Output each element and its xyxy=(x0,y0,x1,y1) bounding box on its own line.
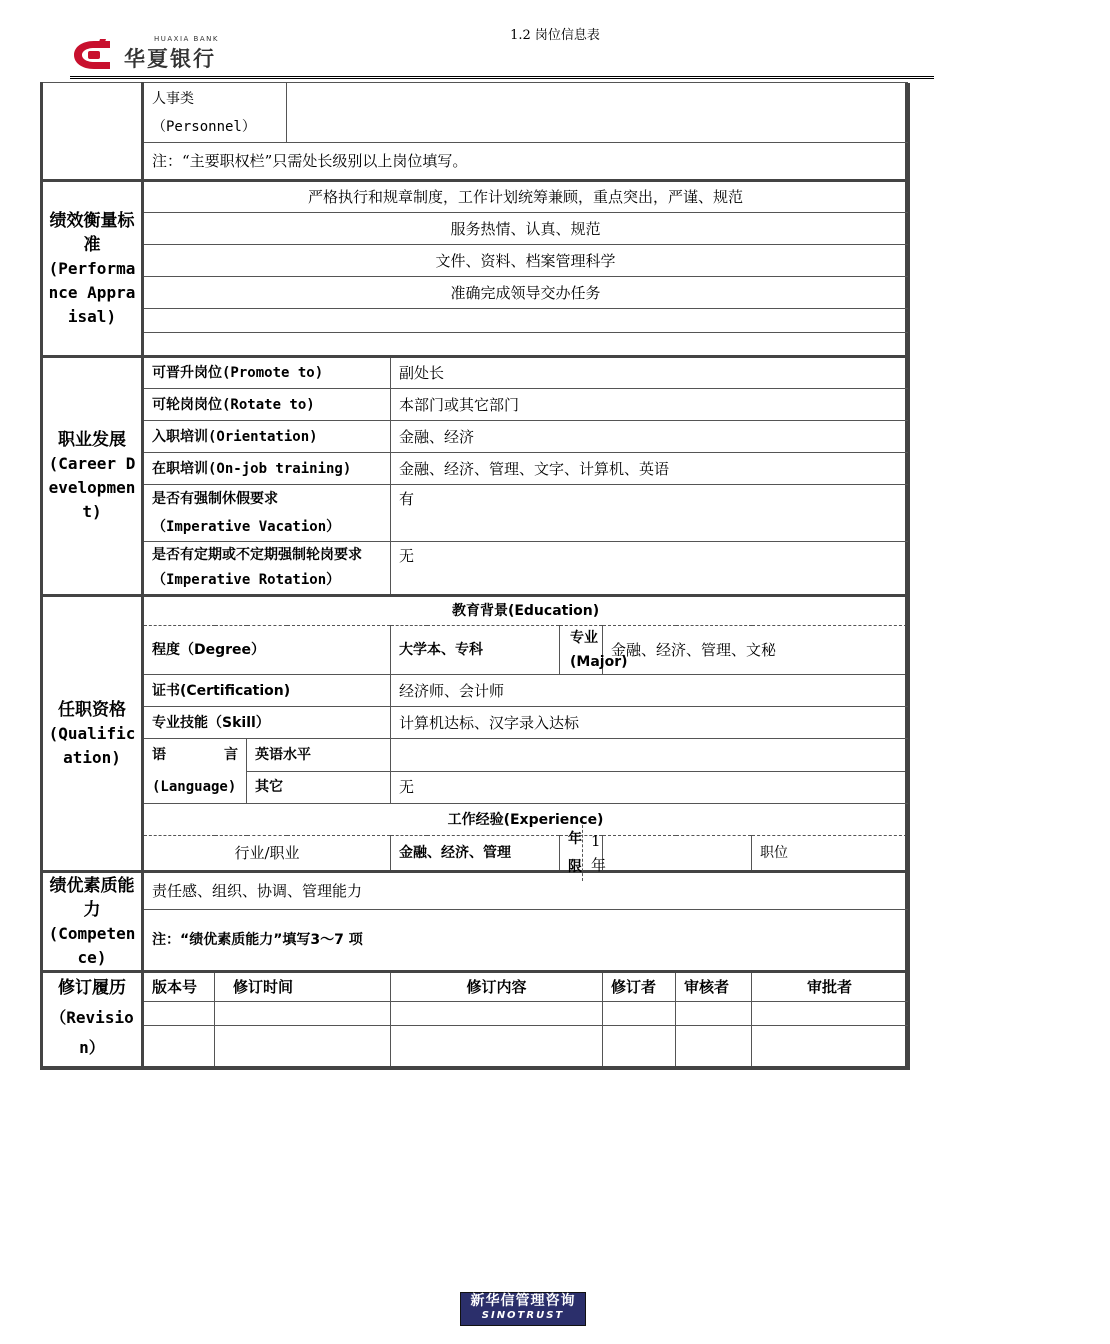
career-label-promote xyxy=(143,357,391,389)
years-value: 1年 xyxy=(591,832,607,874)
performance-section-en: (Performance Appraisal) xyxy=(48,258,136,326)
industry-label: 行业/职业 xyxy=(143,836,391,872)
experience-header xyxy=(143,804,908,836)
career-label-vacation-cn: 是否有强制休假要求 xyxy=(152,491,278,507)
qualification-section-en: (Qualification) xyxy=(48,723,136,767)
career-value-orientation: 金融、经济 xyxy=(391,421,908,453)
revision-cell xyxy=(676,1026,752,1068)
qualification-section-header xyxy=(42,596,143,872)
footer-logo-cn: 新华信管理咨询 xyxy=(470,1293,576,1309)
degree-value: 大学本、专科 xyxy=(391,626,560,675)
skill-value: 计算机达标、汉字录入达标 xyxy=(391,707,908,739)
competence-value: 责任感、组织、协调、管理能力 xyxy=(143,872,908,910)
revision-cell xyxy=(215,1002,391,1026)
years-spacer xyxy=(603,836,752,872)
career-label-rotation-cn: 是否有定期或不定期强制轮岗要求 xyxy=(152,547,362,563)
revision-header-reviewer: 审核者 xyxy=(676,972,752,1002)
competence-section-en: (Competence) xyxy=(48,923,136,967)
career-value-onjob: 金融、经济、管理、文字、计算机、英语 xyxy=(391,453,908,485)
other-language-value: 无 xyxy=(391,771,908,804)
major-label: 专业(Major) xyxy=(560,626,603,675)
career-value-vacation: 有 xyxy=(391,485,908,542)
revision-cell xyxy=(143,1002,215,1026)
revision-row xyxy=(42,1026,908,1068)
page-title: 1.2 岗位信息表 xyxy=(510,28,600,43)
position-label: 职位 xyxy=(752,836,908,872)
revision-header-version: 版本号 xyxy=(143,972,215,1002)
certification-value: 经济师、会计师 xyxy=(391,675,908,707)
language-label-en: (Language) xyxy=(152,779,237,795)
language-label-cell xyxy=(143,739,247,804)
performance-item-6 xyxy=(143,333,908,357)
qualification-section-cn: 任职资格 xyxy=(58,699,126,720)
performance-item-3: 文件、资料、档案管理科学 xyxy=(143,245,908,277)
performance-section-header xyxy=(42,181,143,357)
revision-cell xyxy=(752,1002,908,1026)
career-label-vacation xyxy=(143,485,391,542)
revision-section-en: （Revision） xyxy=(50,1008,134,1057)
skill-label: 专业技能（Skill） xyxy=(143,707,391,739)
education-header xyxy=(143,596,908,626)
career-label-rotate-cn: 可轮岗岗位 xyxy=(152,396,222,413)
revision-header-content: 修订内容 xyxy=(391,972,603,1002)
logo-chinese-text: 华夏银行 xyxy=(124,47,216,71)
revision-cell xyxy=(391,1026,603,1068)
career-label-promote-cn: 可晋升岗位 xyxy=(152,365,222,381)
career-label-promote-en: (Promote to) xyxy=(222,365,324,381)
industry-value: 金融、经济、管理 xyxy=(391,836,560,872)
years-label xyxy=(560,831,607,875)
career-label-rotate-en: (Rotate to) xyxy=(222,396,315,413)
revision-cell xyxy=(752,1026,908,1068)
english-level-value xyxy=(391,739,908,772)
performance-section-cn: 绩效衡量标准 xyxy=(49,210,135,255)
education-header-text: 教育背景(Education) xyxy=(451,603,600,619)
personnel-label-en: （Personnel） xyxy=(152,118,256,135)
career-label-vacation-en: （Imperative Vacation） xyxy=(152,519,341,535)
competence-note: 注：“绩优素质能力”填写3～7 项 xyxy=(143,910,908,972)
career-label-orientation-cn: 入职培训 xyxy=(152,428,208,445)
revision-cell xyxy=(603,1002,676,1026)
header-divider xyxy=(70,76,934,79)
performance-item-1: 严格执行和规章制度，工作计划统筹兼顾，重点突出，严谨、规范 xyxy=(143,181,908,213)
career-section-header xyxy=(42,357,143,596)
revision-header-date: 修订时间 xyxy=(215,972,391,1002)
career-label-rotation xyxy=(143,542,391,596)
experience-header-text: 工作经验(Experience) xyxy=(447,811,604,828)
sinotrust-footer-logo xyxy=(460,1292,586,1326)
career-label-onjob xyxy=(143,453,391,485)
revision-header-approver: 审批者 xyxy=(752,972,908,1002)
performance-item-4: 准确完成领导交办任务 xyxy=(143,277,908,309)
language-label: 语 言 xyxy=(152,747,238,763)
personnel-note: 注：“主要职权栏”只需处长级别以上岗位填写。 xyxy=(143,143,908,181)
years-label-text: 年限 xyxy=(560,825,583,881)
personnel-label-cell xyxy=(143,83,287,143)
career-section-cn: 职业发展 xyxy=(58,430,126,450)
competence-section-cn: 绩优素质能力 xyxy=(49,875,135,920)
revision-section-header xyxy=(42,972,143,1068)
certification-label: 证书(Certification) xyxy=(143,675,391,707)
huaxia-bank-logo xyxy=(70,34,240,74)
revision-section-cn: 修订履历 xyxy=(58,978,126,998)
performance-item-2: 服务热情、认真、规范 xyxy=(143,213,908,245)
major-value: 金融、经济、管理、文秘 xyxy=(603,626,908,675)
footer-logo-en: SINOTRUST xyxy=(481,1310,565,1321)
career-label-orientation-en: (Orientation) xyxy=(208,428,318,445)
revision-cell xyxy=(143,1026,215,1068)
career-section-en: (Career Development) xyxy=(48,454,136,521)
career-label-onjob-cn: 在职培训 xyxy=(152,460,208,477)
personnel-section-header xyxy=(42,83,143,181)
personnel-value xyxy=(287,83,908,143)
degree-label: 程度（Degree） xyxy=(143,626,391,675)
career-value-rotate: 本部门或其它部门 xyxy=(391,389,908,421)
performance-item-5 xyxy=(143,309,908,333)
english-level-label: 英语水平 xyxy=(247,739,391,772)
revision-cell xyxy=(391,1002,603,1026)
competence-section-header xyxy=(42,872,143,972)
huaxia-logo-mark-icon xyxy=(70,37,118,73)
revision-row xyxy=(42,1002,908,1026)
logo-english-text: HUAXIA BANK xyxy=(154,35,219,43)
career-label-onjob-en: (On-job training) xyxy=(208,460,352,477)
career-label-rotation-en: （Imperative Rotation） xyxy=(152,572,341,588)
revision-cell xyxy=(603,1026,676,1068)
position-info-table xyxy=(40,82,910,1070)
career-value-rotation: 无 xyxy=(391,542,908,596)
personnel-label-cn: 人事类 xyxy=(152,90,194,107)
revision-header-reviser: 修订者 xyxy=(603,972,676,1002)
revision-cell xyxy=(676,1002,752,1026)
revision-cell xyxy=(215,1026,391,1068)
career-label-rotate xyxy=(143,389,391,421)
career-label-orientation xyxy=(143,421,391,453)
other-language-label: 其它 xyxy=(247,771,391,804)
career-value-promote: 副处长 xyxy=(391,357,908,389)
